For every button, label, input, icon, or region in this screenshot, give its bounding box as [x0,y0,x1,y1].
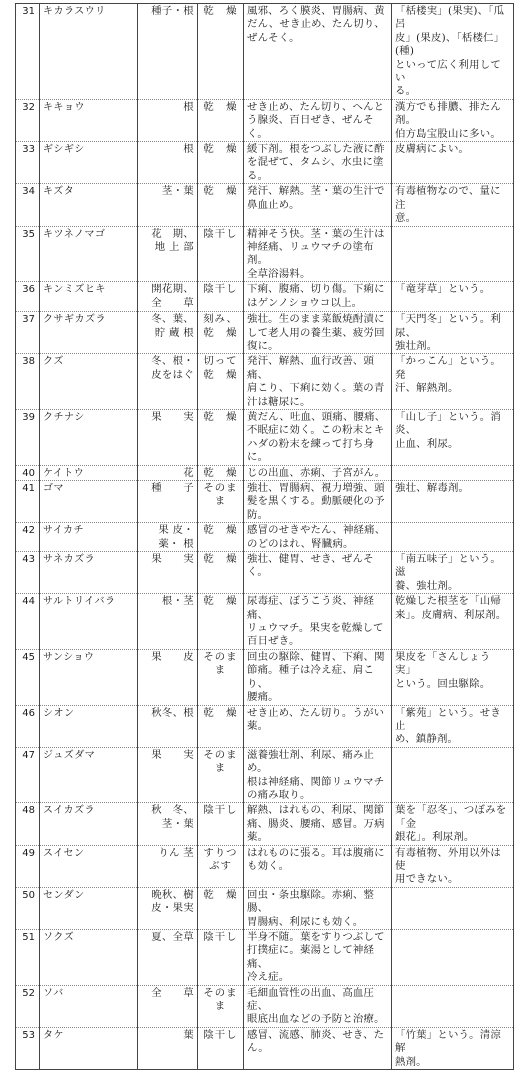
row-number-cell: 48 [16,803,40,845]
table-row [16,282,514,312]
remarks-cell [392,747,514,803]
efficacy-cell: 精神そう快。茎・葉の生汁は 神経痛、リュウマチの塗布剤。 全草浴湯料。 [244,226,392,282]
row-number-cell: 53 [16,1027,40,1069]
row-number-cell: 43 [16,552,40,594]
table-row [16,747,514,803]
row-number-cell: 34 [16,184,40,226]
used-part-cell: 冬、葉、 貯 蔵 根 [138,312,198,354]
table-row [16,184,514,226]
table-row [16,354,514,410]
efficacy-cell: はれものに張る。耳は腹痛に も効く。 [244,845,392,887]
efficacy-cell: 緩下剤。根をつぶした液に酢 を混ぜて、タムシ、水虫に塗 る。 [244,142,392,184]
remarks-cell: 「かっこん」という。発 汗、解熱剤。 [392,354,514,410]
preparation-cell: 乾 燥 [198,705,244,747]
preparation-cell: 陰干し [198,1027,244,1069]
row-number-cell: 51 [16,930,40,986]
used-part-cell: 果 実 [138,747,198,803]
row-number-cell: 50 [16,887,40,929]
preparation-cell: そのま ま [198,985,244,1027]
remarks-cell: 「紫苑」という。せき止 め、鎮静剤。 [392,705,514,747]
remarks-cell: 葉を「忍冬」、つぼみを「金 銀花」。利尿剤。 [392,803,514,845]
table-row [16,99,514,141]
row-number-cell: 31 [16,4,40,100]
herb-name-cell: サルトリイバラ [40,594,138,650]
herb-name-cell: シオン [40,705,138,747]
table-row [16,409,514,465]
table-row [16,523,514,552]
used-part-cell: りん 茎 [138,845,198,887]
herb-name-cell: ゴマ [40,481,138,523]
efficacy-cell: 回虫の駆除、健胃、下痢、関 節痛。種子は冷え症、肩こり、 腰痛。 [244,649,392,705]
preparation-cell: 乾 燥 [198,594,244,650]
remarks-cell [392,523,514,552]
used-part-cell: 花 [138,465,198,480]
row-number-cell: 35 [16,226,40,282]
row-number-cell: 46 [16,705,40,747]
row-number-cell: 45 [16,649,40,705]
preparation-cell: そのま ま [198,481,244,523]
efficacy-cell: 毛細血管性の出血、高血圧症、 眼底出血などの予防と治療。 [244,985,392,1027]
herb-name-cell: ケイトウ [40,465,138,480]
herb-name-cell: クチナシ [40,409,138,465]
preparation-cell: 乾 燥 [198,523,244,552]
used-part-cell: 花 期、 地 上 部 [138,226,198,282]
efficacy-cell: せき止め、たん切り、へんと う腺炎、百日ぜき、ぜんそく。 [244,99,392,141]
preparation-cell: 乾 燥 [198,409,244,465]
remarks-cell [392,985,514,1027]
efficacy-cell: 感冒のせきやたん、神経痛、 のどのはれ、腎臓病。 [244,523,392,552]
efficacy-cell: 回虫・条虫駆除。赤痢、整腸、 胃腸病、利尿にも効く。 [244,887,392,929]
herb-name-cell: ジュズダマ [40,747,138,803]
herb-name-cell: センダン [40,887,138,929]
row-number-cell: 38 [16,354,40,410]
used-part-cell: 種 子 [138,481,198,523]
remarks-cell: 有毒植物、外用以外は使 用できない。 [392,845,514,887]
herb-name-cell: キキョウ [40,99,138,141]
remarks-cell: 果皮を「さんしょう実」 という。回虫駆除。 [392,649,514,705]
used-part-cell: 秋 冬、 茎・葉 [138,803,198,845]
preparation-cell: 乾 燥 [198,552,244,594]
preparation-cell: そのま ま [198,747,244,803]
remarks-cell [392,887,514,929]
used-part-cell: 果 皮・ 薬・ 根 [138,523,198,552]
preparation-cell: すりつ ぶす [198,845,244,887]
table-row [16,803,514,845]
row-number-cell: 36 [16,282,40,312]
remarks-cell: 「山し子」という。消炎、 止血、利尿。 [392,409,514,465]
remarks-cell: 「竜芽草」という。 [392,282,514,312]
preparation-cell: 乾 燥 [198,184,244,226]
used-part-cell: 夏、全草 [138,930,198,986]
table-row [16,930,514,986]
preparation-cell: 切って 乾 燥 [198,354,244,410]
herb-name-cell: キズタ [40,184,138,226]
preparation-cell: 乾 燥 [198,99,244,141]
preparation-cell: 刻み、 乾 燥 [198,312,244,354]
efficacy-cell: 感冒、流感、肺炎、せき、た ん。 [244,1027,392,1069]
row-number-cell: 52 [16,985,40,1027]
herb-name-cell: クズ [40,354,138,410]
remarks-cell: 有毒植物なので、量に注 意。 [392,184,514,226]
preparation-cell: 陰干し [198,930,244,986]
herb-name-cell: スイセン [40,845,138,887]
used-part-cell: 果 実 [138,552,198,594]
preparation-cell: 陰干し [198,226,244,282]
efficacy-cell: 強壮、健胃、せき、ぜんそく。 [244,552,392,594]
used-part-cell: 果 皮 [138,649,198,705]
herb-name-cell: キカラスウリ [40,4,138,100]
table-row [16,142,514,184]
herb-name-cell: サイカチ [40,523,138,552]
table-row [16,312,514,354]
herb-name-cell: サンショウ [40,649,138,705]
remarks-cell: 皮膚病によい。 [392,142,514,184]
used-part-cell: 果 実 [138,409,198,465]
used-part-cell: 晩秋、樹 皮・果実 [138,887,198,929]
table-row [16,887,514,929]
row-number-cell: 42 [16,523,40,552]
herb-table-body [16,4,514,1070]
herb-name-cell: キンミズヒキ [40,282,138,312]
efficacy-cell: じの出血、赤痢、子宮がん。 [244,465,392,480]
used-part-cell: 根 [138,99,198,141]
efficacy-cell: 強壮。生のまま菜飯焼酎漬に して老人用の養生薬、疲労回 復に。 [244,312,392,354]
used-part-cell: 全 草 [138,985,198,1027]
table-row [16,4,514,100]
efficacy-cell: 尿毒症、ぼうこう炎、神経痛、 リュウマチ。果実を乾燥して 百日ぜき。 [244,594,392,650]
table-row [16,845,514,887]
table-row [16,465,514,480]
efficacy-cell: 滋養強壮剤、利尿、痛み止め。 根は神経痛、関節リュウマチ の痛み取り。 [244,747,392,803]
efficacy-cell: 発汗、解熱。茎・葉の生汁で 鼻血止め。 [244,184,392,226]
herb-table-page [15,3,513,1070]
remarks-cell: 乾燥した根茎を「山帰 来」。皮膚病、利尿剤。 [392,594,514,650]
herb-name-cell: ソクズ [40,930,138,986]
row-number-cell: 32 [16,99,40,141]
efficacy-cell: 黄だん、吐血、頭痛、腰痛、 不眠症に効く。この粉末とキ ハダの粉末を練って打ち身 に。 [244,409,392,465]
efficacy-cell: 風邪、ろく膜炎、胃腸病、黄 だん、せき止め、たん切り、 ぜんそく。 [244,4,392,100]
efficacy-cell: 解熱、はれもの、利尿、関節 痛、腸炎、腰痛、感冒。万病 薬。 [244,803,392,845]
herb-name-cell: ソバ [40,985,138,1027]
row-number-cell: 41 [16,481,40,523]
preparation-cell: 乾 燥 [198,142,244,184]
remarks-cell: 「南五味子」という。滋 養、強壮剤。 [392,552,514,594]
herb-table [15,3,514,1070]
row-number-cell: 37 [16,312,40,354]
remarks-cell [392,226,514,282]
herb-name-cell: サネカズラ [40,552,138,594]
remarks-cell [392,930,514,986]
preparation-cell: 陰干し [198,282,244,312]
table-row [16,594,514,650]
row-number-cell: 47 [16,747,40,803]
used-part-cell: 種子・根 [138,4,198,100]
row-number-cell: 49 [16,845,40,887]
used-part-cell: 根・茎 [138,594,198,650]
table-row [16,985,514,1027]
used-part-cell: 茎・葉 [138,184,198,226]
table-row [16,705,514,747]
herb-name-cell: スイカズラ [40,803,138,845]
preparation-cell: 乾 燥 [198,465,244,480]
efficacy-cell: 下痢、腹痛、切り傷。下痢に はゲンノショウコ以上。 [244,282,392,312]
used-part-cell: 秋冬、根 [138,705,198,747]
used-part-cell: 冬、根・ 皮をはぐ [138,354,198,410]
efficacy-cell: 強壮、胃腸病、視力増強、頭 髪を黒くする。動脈硬化の予 防。 [244,481,392,523]
efficacy-cell: 発汗、解熱、血行改善、頭痛、 肩こり、下痢に効く。葉の青 汁は糖尿に。 [244,354,392,410]
efficacy-cell: せき止め、たん切り。うがい 薬。 [244,705,392,747]
row-number-cell: 33 [16,142,40,184]
preparation-cell: そのま ま [198,649,244,705]
remarks-cell: 「天門冬」という。利尿、 強壮剤。 [392,312,514,354]
row-number-cell: 44 [16,594,40,650]
used-part-cell: 葉 [138,1027,198,1069]
remarks-cell: 「栝楼実」(果実)、「瓜呂 皮」(果皮)、「栝楼仁」(種) といって広く利用してい る。 [392,4,514,100]
remarks-cell [392,465,514,480]
herb-name-cell: タケ [40,1027,138,1069]
table-row [16,649,514,705]
table-row [16,1027,514,1069]
remarks-cell: 漢方でも排膿、排たん剤。 伯方島宝股山に多い。 [392,99,514,141]
preparation-cell: 乾 燥 [198,887,244,929]
used-part-cell: 根 [138,142,198,184]
table-row [16,481,514,523]
herb-name-cell: ギシギシ [40,142,138,184]
remarks-cell: 強壮、解毒剤。 [392,481,514,523]
remarks-cell: 「竹葉」という。清涼解 熱剤。 [392,1027,514,1069]
herb-name-cell: クサギカズラ [40,312,138,354]
row-number-cell: 39 [16,409,40,465]
preparation-cell: 乾 燥 [198,4,244,100]
used-part-cell: 開花期、 全 草 [138,282,198,312]
preparation-cell: 陰干し [198,803,244,845]
efficacy-cell: 半身不随。葉をすりつぶして 打撲症に。薬湯として神経痛、 冷え症。 [244,930,392,986]
table-row [16,552,514,594]
table-row [16,226,514,282]
herb-name-cell: キツネノマゴ [40,226,138,282]
row-number-cell: 40 [16,465,40,480]
